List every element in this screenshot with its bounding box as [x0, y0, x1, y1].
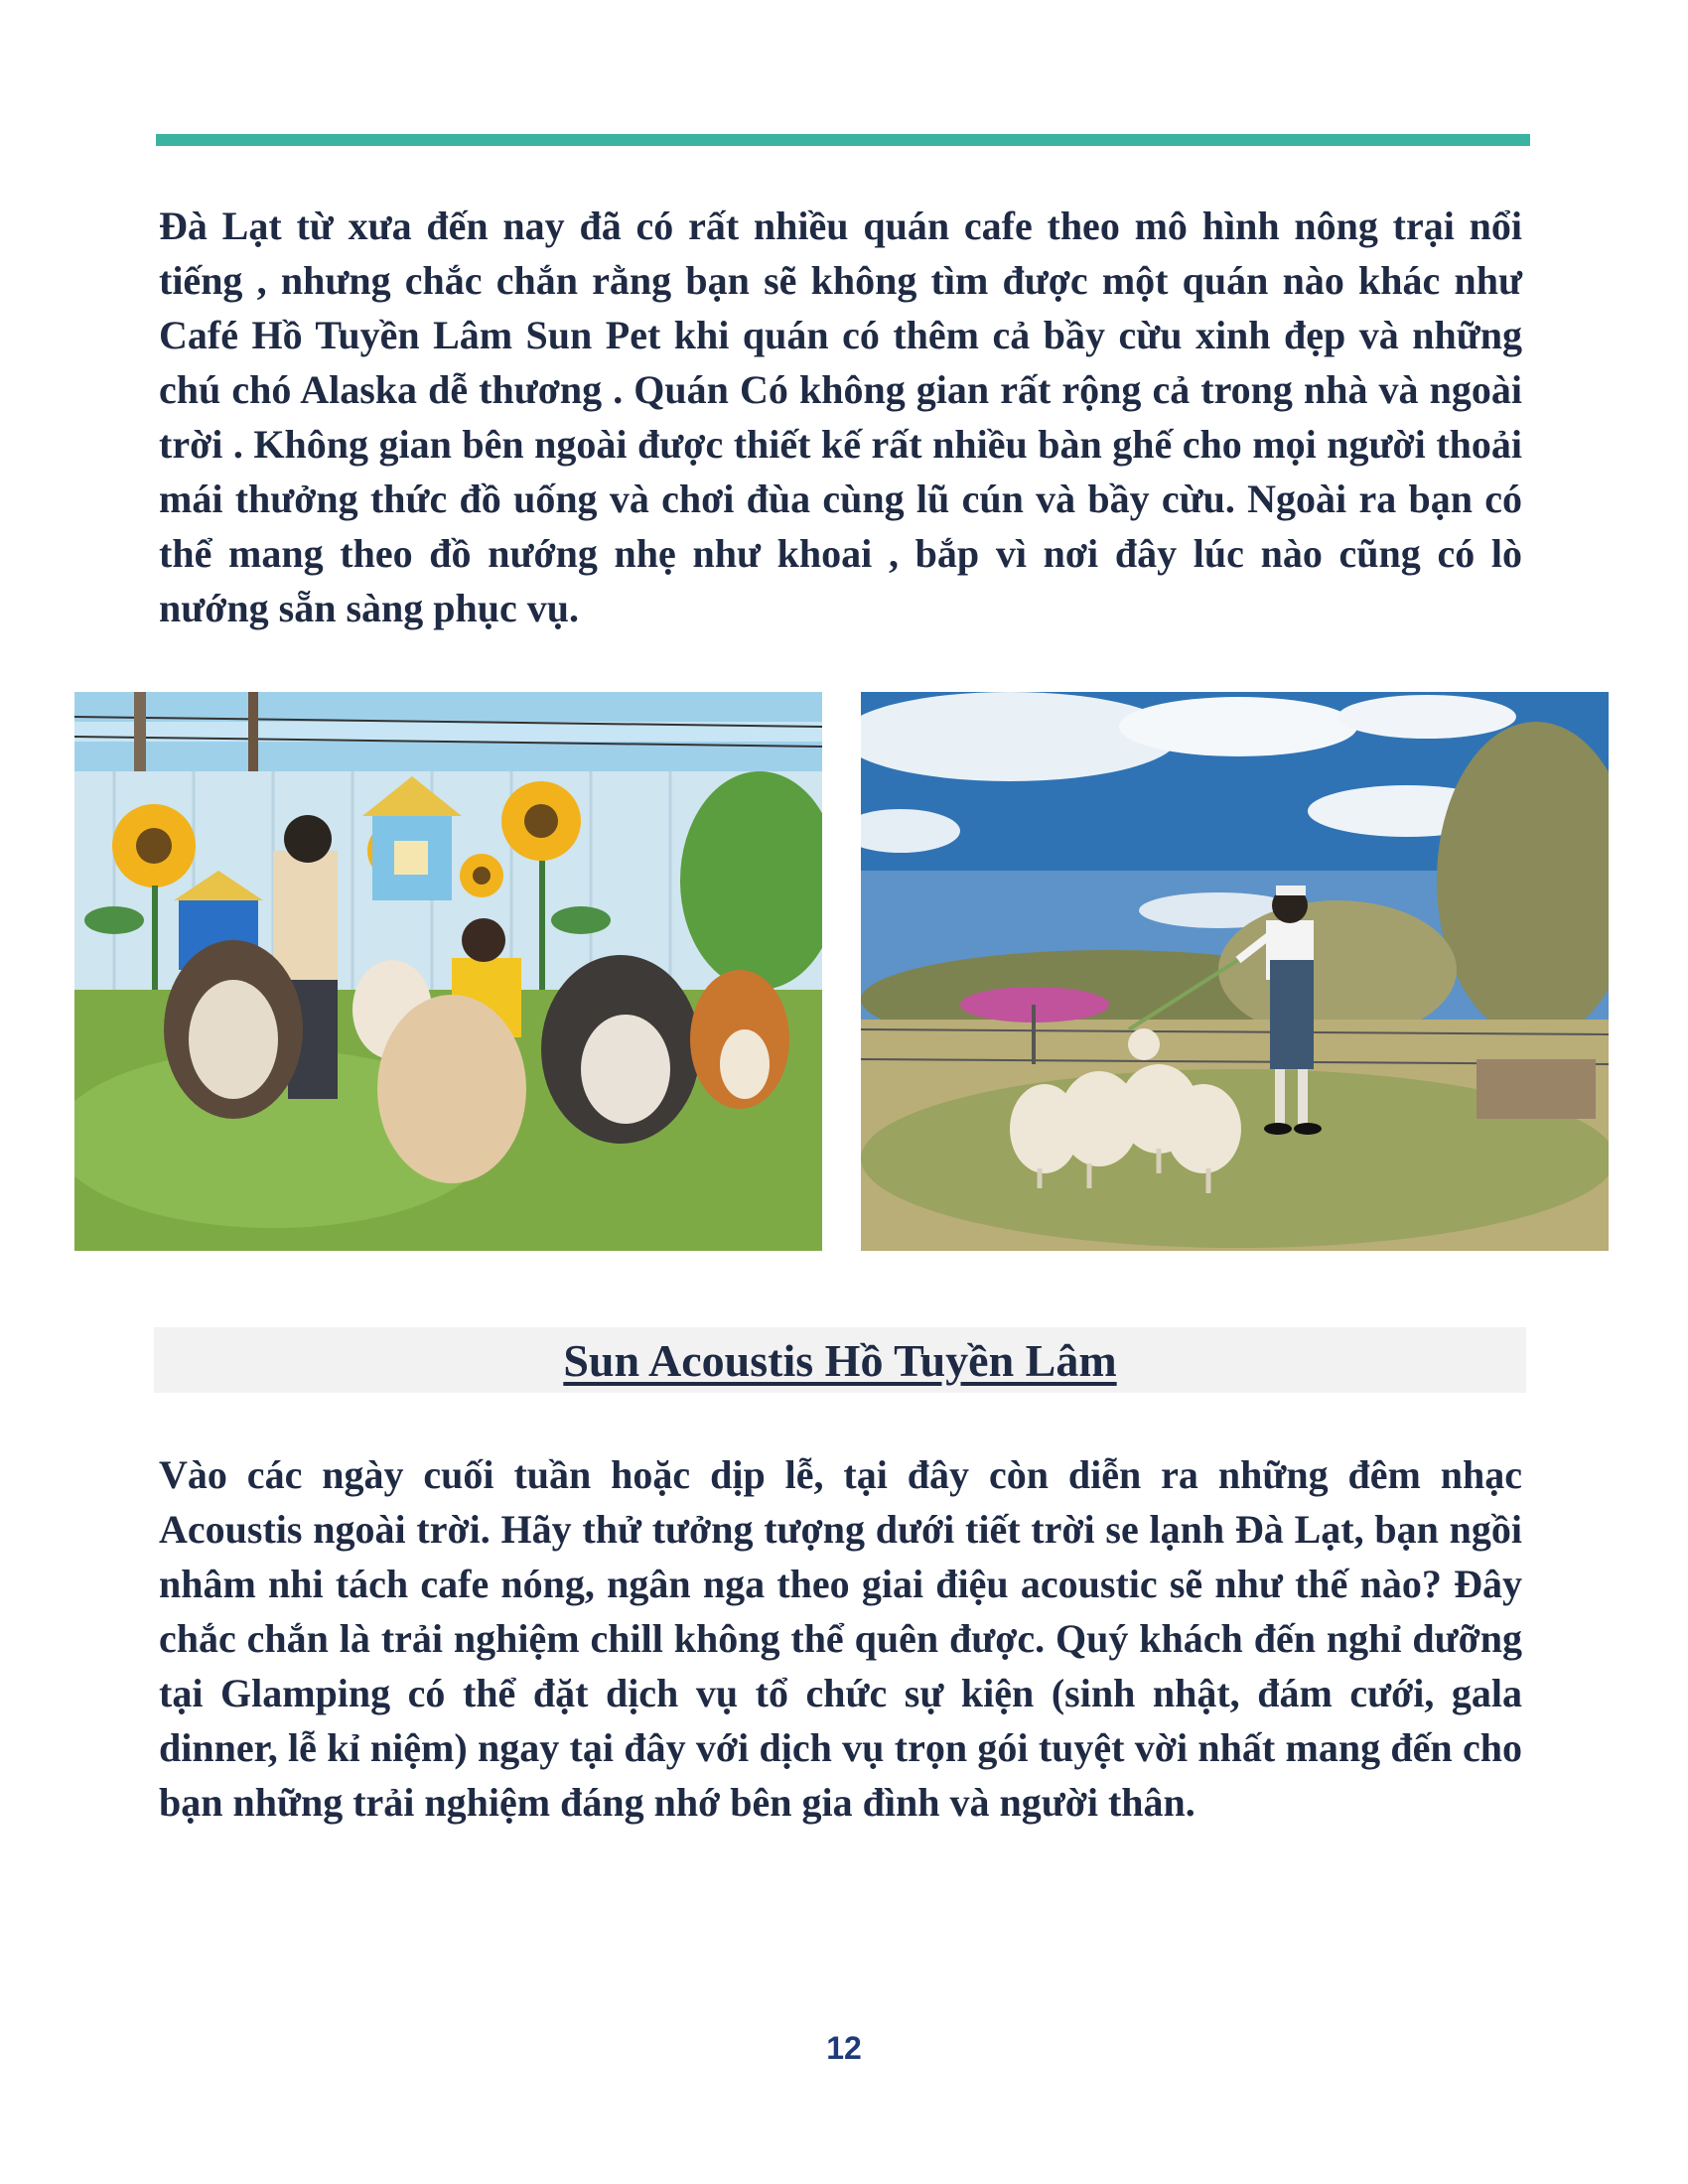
- page-number: 12: [826, 2030, 862, 2066]
- photo-dogs-sunflower-mural: [74, 692, 822, 1251]
- photo-sheep-illustration: [861, 692, 1609, 1251]
- section-heading-band: [154, 1327, 1526, 1393]
- acoustic-paragraph: Vào các ngày cuối tuần hoặc dịp lễ, tại đây còn diễn ra những đêm nhạc Acoustis ngoài trời. Hãy thử tưởng tượng dưới tiết trời se lạnh Đà Lạt, bạn ngồi nhâm nhi tách cafe nóng, ngân nga theo giai điệu acoustic sẽ như thế nào? Đây chắc chắn là trải nghiệm chill không thể quên được. Quý khách đến nghỉ dưỡng tại Glamping có thể đặt dịch vụ tổ chức sự kiện (sinh nhật, đám cưới, gala dinner, lễ kỉ niệm) ngay tại đây với dịch vụ trọn gói tuyệt vời nhất mang đến cho bạn những trải nghiệm đáng nhớ bên gia đình và người thân.: [159, 1452, 1522, 1825]
- photo-girl-feeding-sheep: [861, 692, 1609, 1251]
- top-accent-rule: [156, 134, 1530, 146]
- section-heading: Sun Acoustis Hồ Tuyền Lâm: [563, 1334, 1117, 1386]
- photo-dogs-illustration: [74, 692, 822, 1251]
- intro-paragraph: Đà Lạt từ xưa đến nay đã có rất nhiều quán cafe theo mô hình nông trại nổi tiếng , nhưng chắc chắn rằng bạn sẽ không tìm được một quán nào khác như Café Hồ Tuyền Lâm Sun Pet khi quán có thêm cả bầy cừu xinh đẹp và những chú chó Alaska dễ thương . Quán Có không gian rất rộng cả trong nhà và ngoài trời . Không gian bên ngoài được thiết kế rất nhiều bàn ghế cho mọi người thoải mái thưởng thức đồ uống và chơi đùa cùng lũ cún và bầy cừu. Ngoài ra bạn có thể mang theo đồ nướng nhẹ như khoai , bắp vì nơi đây lúc nào cũng có lò nướng sẵn sàng phục vụ.: [159, 204, 1522, 630]
